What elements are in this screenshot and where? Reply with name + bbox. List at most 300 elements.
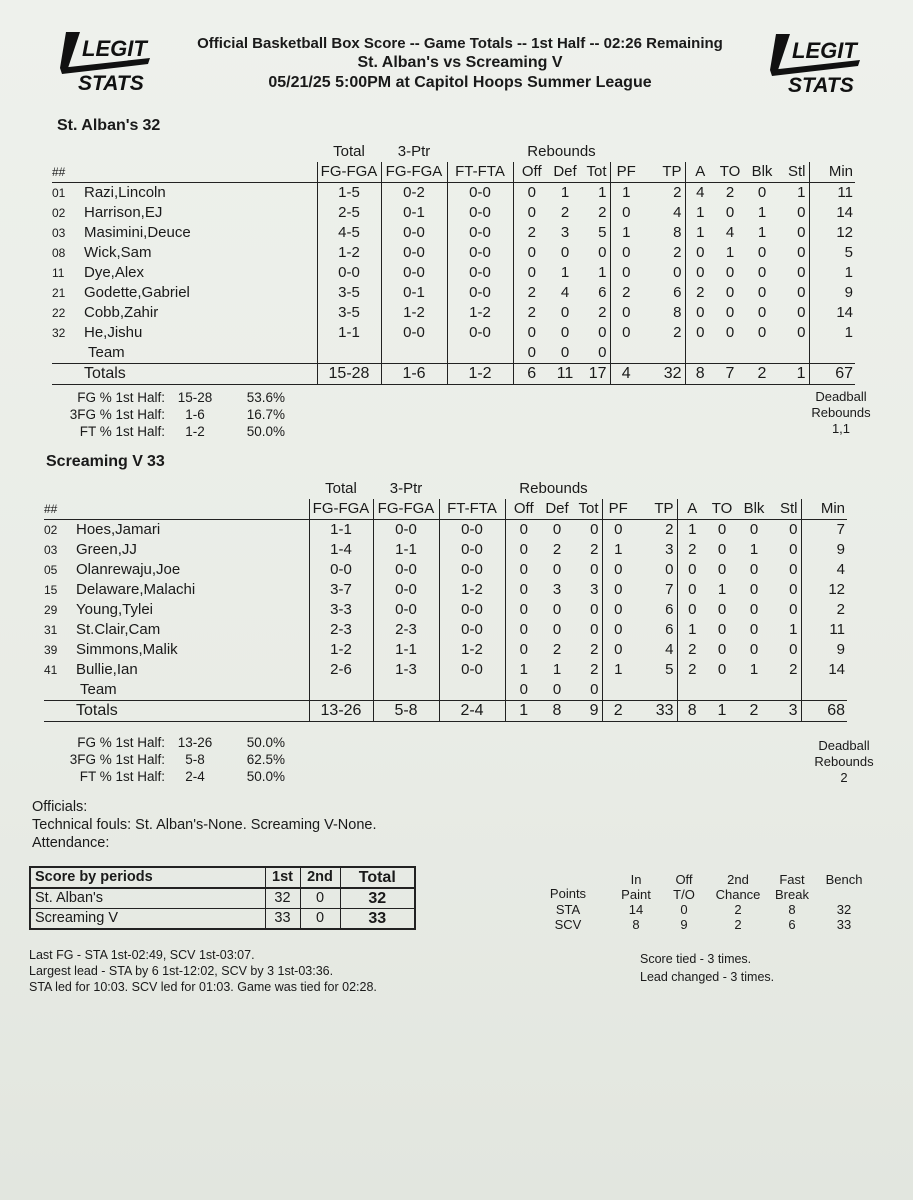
player-tp3: 0-0 (381, 323, 447, 343)
player-ft: 0-0 (447, 263, 513, 283)
team-row-name: Team (76, 680, 309, 701)
player-to: 0 (717, 541, 727, 558)
points-header-label: Points (549, 886, 587, 901)
player-tot: 2 (572, 540, 602, 560)
player-tp: 8 (642, 223, 685, 243)
player-no: 01 (52, 186, 66, 200)
largest-lead-note: Largest lead - STA by 6 1st-12:02, SCV by 3 1st-03:36. (29, 964, 334, 978)
totals-pf: 4 (610, 364, 642, 385)
player-blk: 0 (749, 641, 759, 658)
team-2-deadball-rebounds (794, 738, 894, 786)
player-tp3: 1-1 (373, 540, 439, 560)
totals-stl: 1 (779, 364, 809, 385)
player-pf: 0 (622, 204, 631, 221)
player-tp: 8 (642, 303, 685, 323)
column-header-def: Def (550, 162, 580, 183)
column-header-min: Min (809, 162, 855, 183)
player-pf: 0 (614, 601, 623, 618)
team-2-box-score-table (44, 479, 847, 722)
report-header (160, 34, 760, 93)
player-row (52, 223, 855, 243)
player-name: He,Jishu (84, 324, 143, 341)
column-header-tp: TP (642, 162, 685, 183)
blank-cell (84, 142, 317, 162)
shooting-val: 15-28 (177, 390, 213, 405)
totals-tp3: 5-8 (373, 701, 439, 722)
player-off: 0 (505, 540, 542, 560)
player-def: 0 (552, 621, 562, 638)
team-1-box-score-table (52, 142, 855, 385)
totals-min: 67 (809, 364, 855, 385)
logo-word-stats: STATS (788, 74, 854, 96)
player-a: 0 (696, 244, 705, 261)
player-fg: 1-2 (309, 640, 373, 660)
player-tp: 2 (642, 243, 685, 263)
player-no: 03 (52, 226, 66, 240)
player-tp: 3 (634, 540, 677, 560)
periods-total: 32 (340, 888, 415, 909)
team-2-name: Screaming V (46, 453, 143, 470)
periods-header-row (30, 867, 415, 888)
column-header-pf: PF (602, 499, 634, 520)
lead-changed-note: Lead changed - 3 times. (640, 970, 775, 984)
blank-cell (447, 343, 513, 364)
player-tp3: 0-2 (381, 183, 447, 204)
player-ft: 0-0 (439, 620, 505, 640)
shooting-label: 3FG % 1st Half: (69, 752, 165, 767)
periods-row (30, 909, 415, 930)
player-tp: 6 (642, 283, 685, 303)
team-row-off: 0 (505, 680, 542, 701)
column-header-tp3: FG-FGA (373, 499, 439, 520)
col-header-line1: 2nd (727, 872, 749, 887)
player-off: 0 (505, 580, 542, 600)
shooting-label: FT % 1st Half: (79, 424, 165, 439)
player-no: 05 (44, 563, 58, 577)
team-1-score: 32 (142, 117, 161, 134)
report-title: Official Basketball Box Score -- Game Totals -- 1st Half -- 02:26 Remaining (197, 35, 723, 52)
player-def: 1 (560, 264, 570, 281)
periods-2nd: 0 (300, 909, 340, 930)
player-def: 1 (552, 661, 562, 678)
team-2-score: 33 (146, 453, 165, 470)
player-to: 0 (717, 641, 727, 658)
player-tp3: 0-0 (381, 243, 447, 263)
column-header-def: Def (542, 499, 572, 520)
player-a: 0 (688, 601, 697, 618)
player-blk: 0 (749, 621, 759, 638)
player-def: 4 (560, 284, 570, 301)
blank-cell (779, 343, 809, 364)
points-value: 0 (680, 902, 688, 917)
totals-name: Totals (76, 701, 309, 722)
player-to: 4 (725, 224, 735, 241)
player-pf: 1 (614, 541, 623, 558)
player-tp3: 0-0 (381, 223, 447, 243)
player-to: 0 (717, 561, 727, 578)
totals-fg: 15-28 (317, 364, 381, 385)
player-def: 1 (560, 184, 570, 201)
player-row (44, 560, 847, 580)
player-pf: 1 (622, 184, 631, 201)
blank-cell (76, 479, 309, 499)
shooting-pct: 50.0% (246, 424, 285, 439)
player-pf: 0 (614, 641, 623, 658)
periods-1st: 33 (265, 909, 300, 930)
player-tp3: 0-0 (373, 580, 439, 600)
player-def: 2 (552, 641, 562, 658)
blank-cell (715, 142, 745, 162)
player-ft: 0-0 (439, 520, 505, 541)
team-row-off: 0 (513, 343, 550, 364)
player-tot: 2 (572, 660, 602, 680)
rebounds-label: Rebounds (814, 754, 874, 769)
player-row (52, 283, 855, 303)
player-def: 0 (552, 601, 562, 618)
player-no: 15 (44, 583, 58, 597)
player-def: 3 (552, 581, 562, 598)
player-row (44, 520, 847, 541)
periods-2nd: 0 (300, 888, 340, 909)
column-header-name (84, 162, 317, 183)
player-a: 0 (696, 324, 705, 341)
points-value: 8 (632, 917, 640, 932)
shooting-label: FG % 1st Half: (77, 390, 165, 405)
player-stl: 0 (771, 600, 801, 620)
rebounds-label: Rebounds (811, 405, 871, 420)
player-pf: 0 (614, 521, 623, 538)
blank-cell (685, 142, 715, 162)
player-name: Green,JJ (76, 541, 137, 558)
player-tot: 1 (580, 263, 610, 283)
player-a: 0 (688, 581, 697, 598)
player-ft: 1-2 (439, 580, 505, 600)
totals-stl: 3 (771, 701, 801, 722)
officials-section (32, 798, 377, 852)
blank-cell (745, 142, 779, 162)
blank-cell (439, 680, 505, 701)
blank-cell (809, 142, 855, 162)
player-no: 41 (44, 663, 58, 677)
totals-to: 1 (707, 701, 737, 722)
technical-fouls-line: Technical fouls: St. Alban's-None. Screaming V-None. (32, 817, 377, 833)
team-row-name: Team (84, 343, 317, 364)
player-a: 2 (696, 284, 705, 301)
player-stl: 0 (771, 560, 801, 580)
attendance-line: Attendance: (32, 835, 110, 851)
player-tp: 4 (634, 640, 677, 660)
player-fg: 1-1 (317, 323, 381, 343)
column-header-stl: Stl (771, 499, 801, 520)
player-def: 2 (552, 541, 562, 558)
column-header-ft: FT-FTA (439, 499, 505, 520)
player-row (52, 203, 855, 223)
blank-cell (309, 680, 373, 701)
team-1-shooting-percentages (40, 389, 285, 440)
blank-cell (707, 479, 737, 499)
player-name: Hoes,Jamari (76, 521, 161, 538)
team-1-deadball-rebounds (791, 389, 891, 437)
col-header-line1: In (630, 872, 642, 887)
player-row (52, 323, 855, 343)
legit-stats-logo-icon (768, 30, 863, 96)
deadball-value: 2 (840, 770, 848, 785)
player-fg: 4-5 (317, 223, 381, 243)
player-tot: 2 (580, 303, 610, 323)
player-to: 0 (725, 204, 735, 221)
player-a: 2 (688, 641, 697, 658)
player-pf: 0 (622, 264, 631, 281)
player-row (52, 243, 855, 263)
points-value: 14 (628, 902, 644, 917)
player-blk: 0 (757, 244, 767, 261)
totals-ft: 2-4 (439, 701, 505, 722)
shooting-val: 5-8 (185, 752, 205, 767)
player-ft: 0-0 (447, 223, 513, 243)
player-off: 0 (513, 243, 550, 263)
player-name: Cobb,Zahir (84, 304, 159, 321)
blank-cell (602, 680, 634, 701)
shooting-pct-row (40, 406, 285, 423)
player-no: 11 (52, 266, 65, 280)
player-to: 0 (717, 521, 727, 538)
shooting-label: 3FG % 1st Half: (69, 407, 165, 422)
player-off: 0 (513, 203, 550, 223)
totals-def: 11 (550, 364, 580, 385)
player-fg: 3-5 (317, 303, 381, 323)
player-min: 12 (836, 224, 853, 241)
player-to: 0 (717, 661, 727, 678)
player-blk: 0 (757, 304, 767, 321)
player-ft: 1-2 (447, 303, 513, 323)
blank-cell (745, 343, 779, 364)
totals-fg: 13-26 (309, 701, 373, 722)
column-header-stl: Stl (779, 162, 809, 183)
deadball-label: Deadball (818, 738, 870, 753)
player-blk: 0 (749, 601, 759, 618)
player-name: St.Clair,Cam (76, 621, 161, 638)
shooting-val: 13-26 (177, 735, 213, 750)
player-blk: 0 (749, 561, 759, 578)
points-value: 6 (788, 917, 796, 932)
player-blk: 0 (757, 324, 767, 341)
points-value: 9 (680, 917, 688, 932)
player-no: 02 (52, 206, 66, 220)
player-ft: 0-0 (439, 660, 505, 680)
totals-tp: 33 (634, 701, 677, 722)
player-tot: 0 (572, 620, 602, 640)
player-no: 03 (44, 543, 58, 557)
player-min: 14 (836, 304, 853, 321)
team-1-name: St. Alban's (57, 117, 139, 134)
player-ft: 0-0 (447, 203, 513, 223)
player-to: 2 (725, 184, 735, 201)
totals-tot: 9 (572, 701, 602, 722)
player-fg: 3-7 (309, 580, 373, 600)
player-stl: 0 (779, 263, 809, 283)
header-group-row (52, 142, 855, 162)
team-2-title (46, 453, 169, 471)
player-tot: 0 (572, 600, 602, 620)
player-tp3: 0-0 (373, 600, 439, 620)
totals-pf: 2 (602, 701, 634, 722)
column-header-no: ## (52, 162, 84, 183)
player-row (44, 600, 847, 620)
player-min: 11 (829, 621, 845, 638)
column-header-to: TO (715, 162, 745, 183)
player-min: 1 (844, 264, 853, 281)
player-tp3: 0-1 (381, 203, 447, 223)
periods-team: Screaming V (30, 909, 265, 930)
column-header-off: Off (505, 499, 542, 520)
player-min: 14 (828, 661, 845, 678)
totals-ft: 1-2 (447, 364, 513, 385)
totals-row (44, 701, 847, 722)
team-row-tot: 0 (580, 343, 610, 364)
shooting-pct-row (40, 751, 285, 768)
player-tot: 0 (572, 560, 602, 580)
totals-off: 1 (505, 701, 542, 722)
player-off: 0 (513, 183, 550, 204)
deadball-label: Deadball (815, 389, 867, 404)
player-name: Dye,Alex (84, 264, 145, 281)
score-by-periods-table (29, 866, 416, 930)
player-min: 7 (836, 521, 845, 538)
player-tot: 2 (580, 203, 610, 223)
points-value: 33 (836, 917, 852, 932)
player-blk: 0 (749, 521, 759, 538)
player-stl: 0 (771, 580, 801, 600)
player-off: 0 (513, 323, 550, 343)
shooting-pct: 16.7% (246, 407, 285, 422)
team-row-def: 0 (542, 680, 572, 701)
player-to: 1 (725, 244, 735, 261)
header-group-row (44, 479, 847, 499)
points-col-2nd-chance (708, 872, 768, 902)
player-min: 12 (828, 581, 845, 598)
player-blk: 0 (757, 284, 767, 301)
blank-cell (44, 680, 76, 701)
blank-cell (801, 680, 847, 701)
blank-cell (634, 479, 677, 499)
player-min: 11 (837, 184, 853, 201)
player-def: 2 (560, 204, 570, 221)
player-pf: 0 (622, 304, 631, 321)
player-name: Olanrewaju,Joe (76, 561, 181, 578)
player-no: 02 (44, 523, 58, 537)
player-to: 0 (717, 601, 727, 618)
player-def: 0 (552, 561, 562, 578)
periods-header-total: Total (340, 867, 415, 888)
player-tot: 0 (580, 243, 610, 263)
player-no: 08 (52, 246, 66, 260)
blank-cell (685, 343, 715, 364)
player-row (52, 303, 855, 323)
header-total: Total (333, 143, 365, 160)
player-pf: 0 (622, 244, 631, 261)
shooting-val: 1-2 (185, 424, 205, 439)
col-header-line2: Paint (621, 887, 651, 902)
player-row (44, 580, 847, 600)
header-rebounds: Rebounds (519, 480, 588, 497)
player-a: 2 (688, 661, 697, 678)
player-no: 29 (44, 603, 58, 617)
points-value: 2 (734, 917, 742, 932)
lead-changes-notes (640, 950, 774, 986)
blank-cell (610, 142, 642, 162)
player-min: 1 (844, 324, 853, 341)
player-fg: 1-2 (317, 243, 381, 263)
player-to: 0 (725, 304, 735, 321)
blank-cell (44, 479, 76, 499)
logo-word-legit: LEGIT (82, 36, 147, 61)
player-a: 0 (688, 561, 697, 578)
col-header-line2: Chance (715, 887, 761, 902)
game-datetime-venue: 05/21/25 5:00PM at Capitol Hoops Summer League (268, 74, 652, 91)
blank-cell (737, 479, 771, 499)
column-header-tot: Tot (580, 162, 610, 183)
player-off: 2 (513, 223, 550, 243)
player-min: 14 (836, 204, 853, 221)
points-value: 32 (836, 902, 852, 917)
player-a: 2 (688, 541, 697, 558)
score-tied-note: Score tied - 3 times. (640, 952, 752, 966)
player-name: Simmons,Malik (76, 641, 178, 658)
blank-cell (801, 479, 847, 499)
led-for-note: STA led for 10:03. SCV led for 01:03. Game was tied for 02:28. (29, 980, 377, 994)
deadball-value: 1,1 (831, 421, 851, 436)
team-2-shooting-percentages (40, 734, 285, 785)
player-stl: 0 (771, 520, 801, 541)
player-stl: 0 (779, 203, 809, 223)
player-a: 0 (696, 264, 705, 281)
player-fg: 1-1 (309, 520, 373, 541)
blank-cell (642, 142, 685, 162)
player-pf: 0 (614, 581, 623, 598)
totals-blk: 2 (737, 701, 771, 722)
player-tp: 6 (634, 620, 677, 640)
column-header-fg: FG-FGA (317, 162, 381, 183)
totals-to: 7 (715, 364, 745, 385)
player-stl: 0 (779, 283, 809, 303)
player-fg: 2-6 (309, 660, 373, 680)
player-pf: 2 (622, 284, 631, 301)
player-ft: 0-0 (447, 283, 513, 303)
col-header-line2: Break (775, 887, 809, 902)
player-fg: 0-0 (317, 263, 381, 283)
player-blk: 1 (757, 224, 767, 241)
player-name: Harrison,EJ (84, 204, 163, 221)
player-tp3: 0-0 (373, 560, 439, 580)
player-stl: 0 (771, 640, 801, 660)
player-pf: 0 (614, 621, 623, 638)
player-no: 31 (44, 623, 58, 637)
blank-cell (52, 343, 84, 364)
player-a: 1 (696, 224, 705, 241)
player-a: 0 (696, 304, 705, 321)
blank-cell (677, 680, 707, 701)
totals-name: Totals (84, 364, 317, 385)
player-pf: 1 (622, 224, 631, 241)
player-tp: 7 (634, 580, 677, 600)
shooting-pct: 53.6% (246, 390, 285, 405)
player-min: 4 (836, 561, 845, 578)
player-stl: 1 (771, 620, 801, 640)
player-ft: 0-0 (447, 323, 513, 343)
column-header-a: A (685, 162, 715, 183)
column-header-pf: PF (610, 162, 642, 183)
player-a: 1 (688, 621, 697, 638)
